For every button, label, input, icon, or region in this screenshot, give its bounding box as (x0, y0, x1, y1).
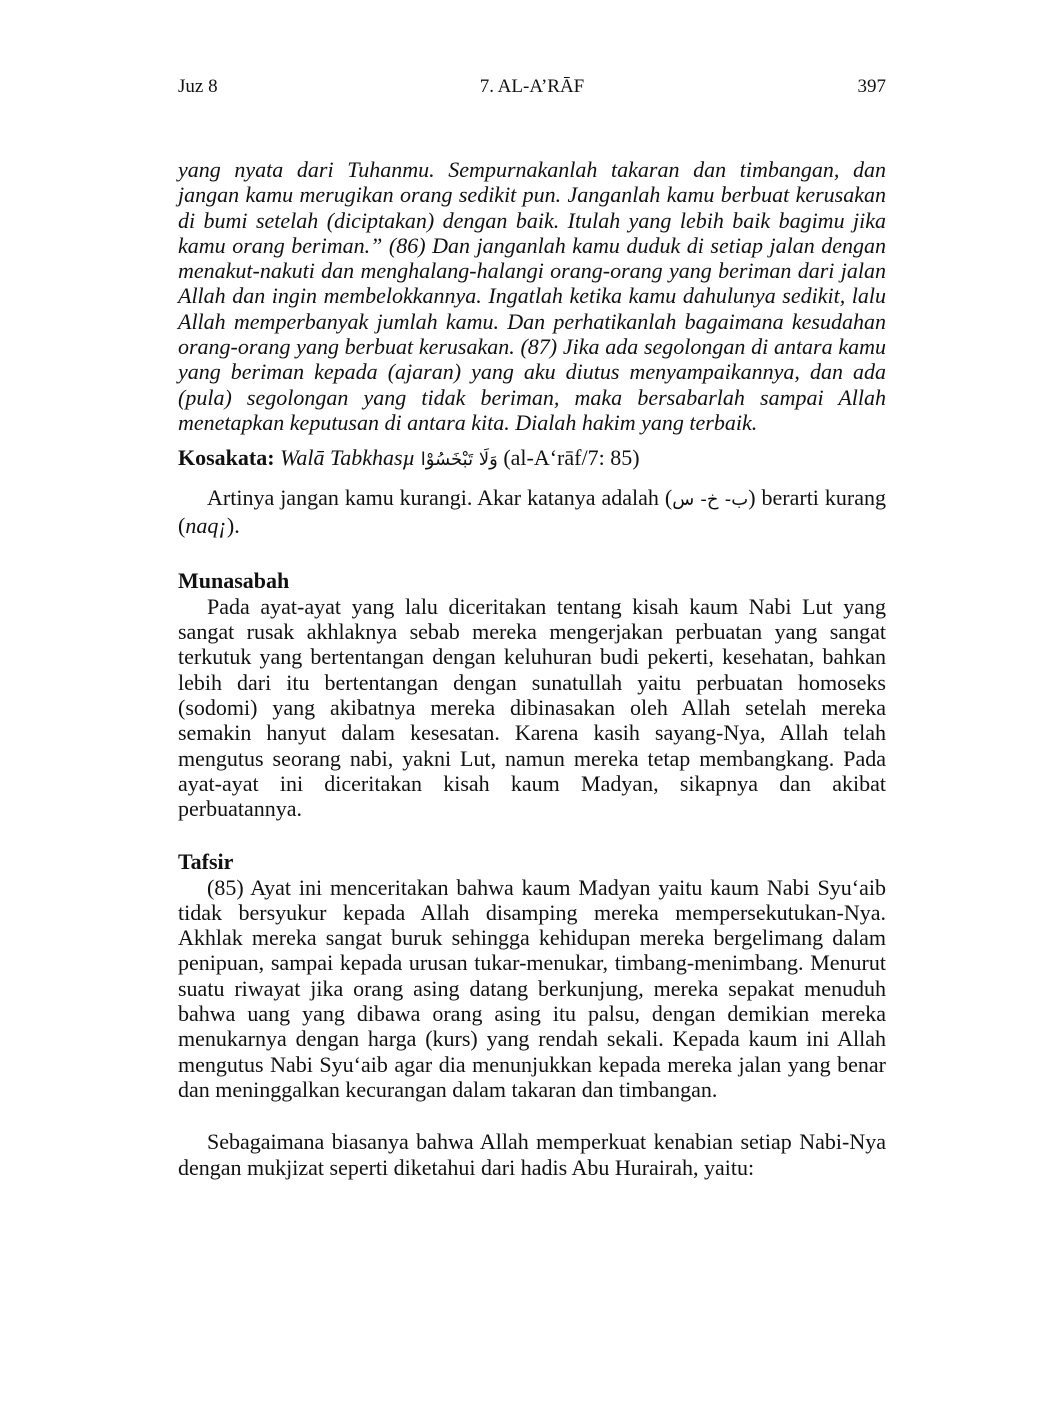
vocabulary-reference: (al-A‘rāf/7: 85) (503, 445, 640, 471)
vocabulary-label: Kosakata: (178, 445, 275, 471)
vocabulary-arabic: وَلَا تَبْخَسُوْا (420, 449, 498, 471)
munasabah-heading: Munasabah (178, 567, 290, 593)
tafsir-paragraph-2: Sebagaimana biasanya bahwa Allah memperkuat kenabian setiap Nabi-Nya dengan mukjizat seperti diketahui dari hadis Abu Hurairah, yaitu: (178, 1129, 886, 1180)
translation-text: yang nyata dari Tuhanmu. Sempurnakanlah takaran dan timbangan, dan jangan kamu merugikan orang sedikit pun. Janganlah kamu berbuat kerusakan di bumi setelah (diciptakan) dengan baik. Itulah yang lebih baik bagimu jika kamu orang beriman.” (86) Dan janganlah kamu duduk di setiap jalan dengan menakut-nakuti dan menghalang-halangi orang-orang yang beriman dari jalan Allah dan ingin membelokkannya. Ingatlah ketika kamu dahulunya sedikit, lalu Allah memperbanyak jumlah kamu. Dan perhatikanlah bagaimana kesudahan orang-orang yang berbuat kerusakan. (87) Jika ada segolongan di antara kamu yang beriman kepada (ajaran) yang aku diutus menyampaikannya, dan ada (pula) segolongan yang tidak beriman, maka bersabarlah sampai Allah menetapkan keputusan di antara kita. Dialah hakim yang terbaik. (178, 157, 886, 435)
tafsir-heading: Tafsir (178, 848, 234, 874)
root-letters-arabic: ب- خ- س (672, 489, 749, 511)
vocabulary-term: Walā Tabkhasµ (280, 445, 416, 471)
page-content (178, 157, 886, 1180)
definition-text-middle: ) berarti kurang ( (178, 485, 887, 538)
running-header (178, 76, 886, 102)
tafsir-paragraph-1: (85) Ayat ini menceritakan bahwa kaum Madyan yaitu kaum Nabi Syu‘aib tidak bersyukur kepada Allah disamping mereka mempersekutukan-Nya. Akhlak mereka sangat buruk sehingga kehidupan mereka bergelimang dalam penipuan, sampai kepada urusan tukar-menukar, timbang-menimbang. Menurut suatu riwayat jika orang asing datang berkunjung, mereka sepakat menuduh bahwa uang yang dibawa orang asing itu palsu, dengan demikian mereka menukarnya dengan harga (kurs) yang rendah sekali. Kepada kaum ini Allah mengutus Nabi Syu‘aib agar dia menunjukkan kepada mereka jalan yang benar dan meninggalkan kecurangan dalam takaran dan timbangan. (178, 874, 886, 1102)
definition-term: naq¡ (185, 512, 227, 538)
juz-label: Juz 8 (178, 76, 218, 97)
vocabulary-definition (178, 485, 886, 538)
definition-text-start: Artinya jangan kamu kurangi. Akar katanya adalah ( (207, 485, 673, 511)
page-number: 397 (857, 76, 886, 97)
vocabulary-line (178, 443, 886, 475)
surah-title: 7. AL-A’RĀF (479, 76, 585, 97)
definition-text-end: ). (226, 512, 240, 538)
munasabah-paragraph: Pada ayat-ayat yang lalu diceritakan tentang kisah kaum Nabi Lut yang sangat rusak akhlaknya sebab mereka mengerjakan perbuatan yang sangat terkutuk yang bertentangan dengan keluhuran budi pekerti, kesehatan, bahkan lebih dari itu bertentangan dengan sunatullah yaitu perbuatan homoseks (sodomi) yang akibatnya mereka dibinasakan oleh Allah setelah mereka semakin hanyut dalam kesesatan. Karena kasih sayang-Nya, Allah telah mengutus seorang nabi, yakni Lut, namun mereka tetap membangkang. Pada ayat-ayat ini diceritakan kisah kaum Madyan, sikapnya dan akibat perbuatannya. (178, 593, 886, 822)
